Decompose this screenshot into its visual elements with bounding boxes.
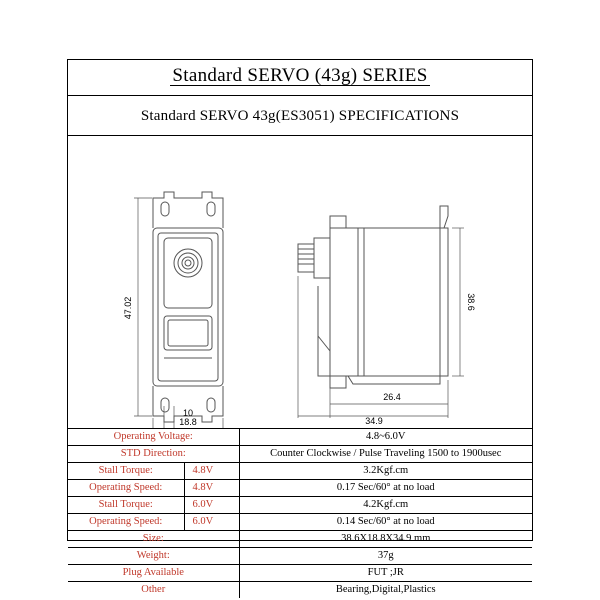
- table-row: [68, 531, 532, 548]
- spec-label: Stall Torque:: [68, 463, 184, 480]
- spec-value: 38.6X18.8X34.9 mm: [239, 531, 532, 548]
- page-title: Standard SERVO (43g) SERIES: [172, 65, 428, 86]
- spec-value: 4.2Kgf.cm: [239, 497, 532, 514]
- spec-label: STD Direction:: [68, 446, 239, 463]
- spec-value: Counter Clockwise / Pulse Traveling 1500 to 1900usec: [239, 446, 532, 463]
- spec-value: 0.17 Sec/60° at no load: [239, 480, 532, 497]
- spec-label: Other: [68, 582, 239, 599]
- spec-sheet: [67, 59, 533, 595]
- table-row: [68, 463, 532, 480]
- table-row: [68, 429, 532, 446]
- dim-side-depth-body: 26.4: [383, 392, 401, 402]
- dim-side-depth-total: 34.9: [365, 416, 383, 426]
- table-row: [68, 582, 532, 599]
- spec-label: Weight:: [68, 548, 239, 565]
- spec-label: Operating Voltage:: [68, 429, 239, 446]
- servo-side-view: [298, 206, 464, 418]
- spec-label: Size:: [68, 531, 239, 548]
- table-row: [68, 565, 532, 582]
- spec-label: Stall Torque:: [68, 497, 184, 514]
- table-row: [68, 446, 532, 463]
- spec-label: Operating Speed:: [68, 514, 184, 531]
- table-row: [68, 548, 532, 565]
- dim-front-height: 47.02: [123, 296, 133, 320]
- table-row: [68, 480, 532, 497]
- dim-front-width-inner: 10: [182, 408, 194, 418]
- spec-label: Plug Available: [68, 565, 239, 582]
- spec-value: 37g: [239, 548, 532, 565]
- page-subtitle: Standard SERVO 43g(ES3051) SPECIFICATIONS: [140, 108, 460, 124]
- spec-label: Operating Speed:: [68, 480, 184, 497]
- spec-value: Bearing,Digital,Plastics: [239, 582, 532, 599]
- subtitle-row: [68, 96, 532, 136]
- spec-voltage: 4.8V: [184, 480, 239, 497]
- table-row: [68, 514, 532, 531]
- spec-value: 3.2Kgf.cm: [239, 463, 532, 480]
- spec-value: 0.14 Sec/60° at no load: [239, 514, 532, 531]
- spec-value: FUT ;JR: [239, 565, 532, 582]
- spec-value: 4.8~6.0V: [239, 429, 532, 446]
- spec-voltage: 6.0V: [184, 514, 239, 531]
- dim-front-width: 18.8: [179, 417, 197, 427]
- servo-dimension-drawing: [68, 136, 532, 428]
- spec-voltage: 6.0V: [184, 497, 239, 514]
- table-row: [68, 497, 532, 514]
- spec-table: [68, 428, 532, 598]
- spec-voltage: 4.8V: [184, 463, 239, 480]
- title-row: [68, 60, 532, 96]
- servo-front-view: [134, 192, 223, 428]
- dim-side-height: 38.6: [466, 293, 476, 311]
